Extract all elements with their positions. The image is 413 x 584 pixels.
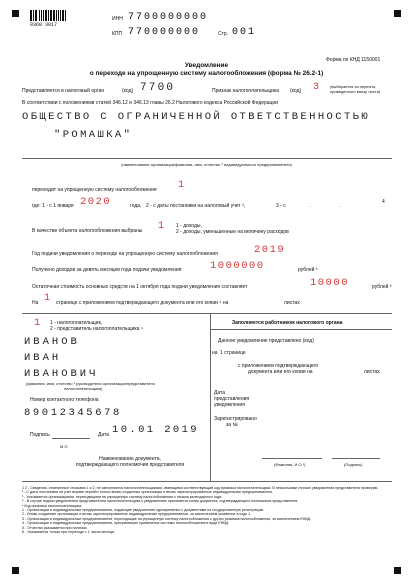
footnote: ⁴ - В случае подачи уведомления представителем налогоплательщика к уведомлению прилагается копия документа, подтверждающего полномочия представителя. [22,499,299,504]
date-value: 10.01 2019 [112,424,200,436]
inn-value: 7700000000 [128,12,209,23]
footnotes [22,486,392,534]
org-name-line1: ОБЩЕСТВО С ОГРАНИЧЕННОЙ ОТВЕТСТВЕННОСТЬЮ [22,111,371,123]
title-line1: Уведомление [184,62,229,69]
signer-fio-caption1: (фамилия, имя, отчество ¹ руководителя организации/представителя [26,381,155,386]
footnote: 5 - Отчество указывается при наличии. [22,525,88,530]
sign-label: Подпись [30,432,50,438]
footnote: * Код признака налогоплательщика: [22,503,83,508]
transition-opt3: 3 - с [276,203,286,209]
object-label: В качестве объекта налогообложения выбраны [32,228,143,234]
filing-year-value: 2019 [254,244,286,256]
signer-opt2: 2 - представитель налогоплательщика ⁴ [50,326,144,332]
kpp-value: 770000000 [128,27,201,38]
date-label: Дата [98,432,110,438]
footnote: 1 - Организации и индивидуальные предприниматели, подающие уведомление одновременно с документами на государственную регистрацию. [22,508,265,513]
footnote: 2 - Вновь созданные организации и вновь зарегистрированные индивидуальные предприниматели, за исключением указанных в коде 1. [22,512,252,517]
office-page-label: 1 странице [220,350,246,356]
office-attach-label1: с приложением подтверждающего [238,363,319,369]
object-opt2: 2 - доходы, уменьшенные на величину расходов [176,229,289,235]
office-sign-label: (Подпись) [344,462,363,467]
barcode-number: 0360 3017 [30,22,58,28]
corner-marker-top-right [394,10,401,17]
signer-patronymic: ИВАНОВИЧ [24,368,99,380]
income-unit: рублей ³ [298,267,318,273]
transition-value: 1 [178,180,186,191]
office-fio-line [262,458,322,459]
signer-name: ИВАН [24,352,62,364]
authority-code-value: 7700 [140,82,176,94]
taxpayer-sign-label: Признак налогоплательщика [212,88,280,94]
page-value: 001 [232,27,257,38]
office-attach-label2: документа или его копии на [248,369,313,375]
taxpayer-sign-note2: приведенного внизу листа) [330,89,381,94]
assets-label: Остаточная стоимость основных средств на 1 октября года подачи уведомления составляет [32,284,248,290]
signer-surname: ИВАНОВ [24,336,80,348]
footnote: ² - С даты постановки на учет вправе перейти только вновь созданные организации и вновь зарегистрированные индивидуальные предприниматели. [22,490,274,495]
office-date-label3: уведомления [214,402,245,408]
transition-opt1: где: 1 - с 1 января [32,203,74,209]
signer-opt1: 1 - налогоплательщик, [50,320,103,326]
office-reg-label2: за № [226,422,238,428]
footnote: 1 2 - Сведения, отмеченные сносками 1 и 2, не заполняются налогоплательщиками, имеющими соответствующий код признака налогоплательщика. В несколькими строках уведомления представителя проверяю. [22,486,379,490]
inn-label: ИНН [112,16,123,22]
footnote: 3 - Организации и индивидуальные предприниматели, переходящие на упрощенную систему налогообложения с других режимов налогообложения, за исключением ЕНВД. [22,516,312,521]
object-value: 1 [158,221,166,232]
footnote: 4 - Организации и индивидуальные предприниматели, прекратившие применение системы налогообложения в виде ЕНВД. [22,521,230,526]
office-fio-label: (Фамилия, И.О.¹) [274,462,306,467]
signer-fio-caption2: налогоплательщика) [64,386,103,391]
office-date-label1: Дата [214,390,226,396]
sign-line [52,438,90,439]
filing-year-label: Год подачи уведомления о переходе на упрощенную систему налогообложения [32,251,218,257]
section-divider [22,313,392,314]
transition-dot1: . [310,203,312,209]
office-on-label: на [212,350,218,356]
office-heading-rule [210,329,392,330]
pages-text: странице с приложением подтверждающего документа или его копии ⁴ на [56,300,229,306]
corner-marker-bottom-left [12,567,19,574]
authority-label: Представляется в налоговый орган [22,88,105,94]
stamp-label: М.П. [60,444,69,449]
doc-caption1: Наименование документа, [99,456,161,462]
transition-opt2: 2 - с даты постановки на налоговый учет ², [146,203,246,209]
transition-year-suffix: года, [130,203,142,209]
office-heading: Заполняется работником налогового органа [232,320,343,326]
footnote: ³ - Указывается организациями, переходящими на упрощенную систему налогообложения с начала календарного года. [22,494,223,499]
transition-footnote-mark: 4 [382,199,385,205]
doc-caption2: подтверждающего полномочия представителя [75,462,185,468]
footnote: 6 - Указывается только при переходе с 1 числа месяца. [22,530,115,535]
transition-dot2: . [340,203,342,209]
object-opt1: 1 - доходы, [176,223,202,229]
pages-suffix: листах [284,300,300,306]
office-submitted-label: Данное уведомление представлено (код) [218,338,314,344]
taxpayer-sign-value: 3 [313,82,321,93]
taxpayer-sign-code-label: (код) [290,88,302,94]
pages-prefix: На [32,300,39,306]
income-value: 1000000 [210,260,265,272]
office-reg-label1: Зарегистрировано [214,416,257,422]
corner-marker-bottom-right [394,567,401,574]
phone-value: 89012345678 [24,407,122,419]
phone-label: Номер контактного телефона [30,397,99,403]
transition-year: 2020 [80,196,112,208]
pages-count: 1 [44,293,52,304]
org-name-caption: (наименование организации/фамилия, имя, отчество ¹ индивидуального предпринимателя) [121,162,292,167]
office-date-label2: представления [214,396,250,402]
form-code: Форма по КНД 1150001 [326,57,381,63]
kpp-label: КПП [112,31,123,37]
corner-marker-top-left [12,10,19,17]
income-label: Получено доходов за девять месяцев года подачи уведомления [32,267,182,273]
authority-code-label: (код) [122,88,134,94]
law-reference: В соответствии с положениями статей 346.12 и 346.13 главы 26.2 Налогового кодекса Российской Федерации [22,100,278,106]
signer-value: 1 [34,318,42,329]
org-name-line2: "РОМАШКА" [54,129,133,141]
bottom-divider [22,481,392,482]
title-line2: о переходе на упрощенную систему налогообложения (форма № 26.2-1) [89,70,324,77]
assets-unit: рублей ³ [372,284,392,290]
column-divider [210,313,211,481]
office-sheets-label: листах [364,369,380,375]
transition-label: переходит на упрощенную систему налогообложения [32,187,157,193]
taxpayer-sign-note1: (выбирается из перечня, [330,84,376,89]
page-label: Стр. [218,31,229,37]
assets-value: 10000 [310,277,350,289]
org-name-rule [22,158,392,159]
office-sign-line [332,458,380,459]
